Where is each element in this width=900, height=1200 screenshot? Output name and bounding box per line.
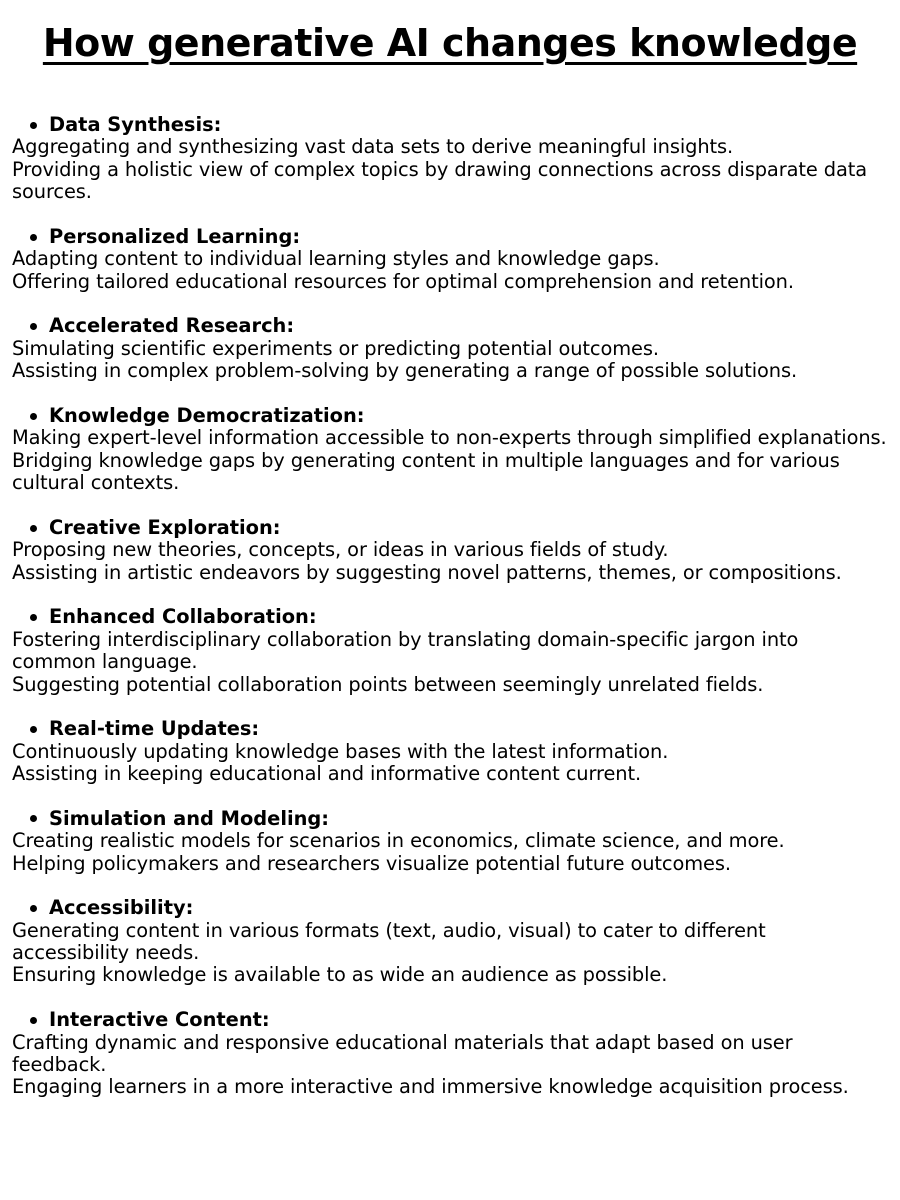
section-line: Crafting dynamic and responsive educational materials that adapt based on user feedback. <box>12 1030 793 1076</box>
section-heading-text: Knowledge Democratization: <box>49 403 365 427</box>
section-line: Simulating scientific experiments or predicting potential outcomes. <box>12 336 659 360</box>
section-knowledge-democratization <box>12 405 888 495</box>
bullet-icon <box>30 815 37 822</box>
section-list <box>12 114 888 1099</box>
section-heading-text: Creative Exploration: <box>49 515 281 539</box>
section-heading <box>12 606 888 628</box>
section-line: Fostering interdisciplinary collaboration by translating domain-specific jargon into common language. <box>12 627 799 674</box>
section-line: Ensuring knowledge is available to as wide an audience as possible. <box>12 963 668 987</box>
bullet-icon <box>30 614 37 621</box>
page-title: How generative AI changes knowledge <box>42 21 858 65</box>
section-line: Assisting in artistic endeavors by suggesting novel patterns, themes, or compositions. <box>12 560 842 584</box>
section-accessibility <box>12 897 888 987</box>
section-heading-text: Data Synthesis: <box>49 113 222 136</box>
bullet-icon <box>30 413 37 420</box>
section-heading <box>12 114 888 136</box>
section-line: Assisting in complex problem-solving by generating a range of possible solutions. <box>12 359 798 383</box>
section-heading-text: Accessibility: <box>49 896 194 920</box>
section-enhanced-collaboration <box>12 606 888 696</box>
section-heading <box>12 897 888 919</box>
bullet-icon <box>30 905 37 912</box>
section-line: Assisting in keeping educational and informative content current. <box>12 762 642 786</box>
bullet-icon <box>30 122 37 129</box>
section-line: Adapting content to individual learning styles and knowledge gaps. <box>12 247 660 271</box>
section-heading-text: Interactive Content: <box>49 1008 270 1032</box>
section-creative-exploration <box>12 517 888 584</box>
section-heading <box>12 517 888 539</box>
section-heading <box>12 405 888 427</box>
section-line: Offering tailored educational resources for optimal comprehension and retention. <box>12 269 794 293</box>
section-line: Continuously updating knowledge bases with the latest information. <box>12 739 669 763</box>
section-heading-text: Enhanced Collaboration: <box>49 605 317 629</box>
section-simulation-and-modeling <box>12 808 888 875</box>
section-heading <box>12 808 888 830</box>
section-heading <box>12 718 888 740</box>
section-data-synthesis <box>12 114 888 204</box>
section-line: Suggesting potential collaboration points between seemingly unrelated fields. <box>12 672 764 696</box>
section-line: Bridging knowledge gaps by generating content in multiple languages and for various cultural contexts. <box>12 448 840 495</box>
section-line: Making expert-level information accessible to non-experts through simplified explanations. <box>12 426 887 450</box>
section-line: Engaging learners in a more interactive and immersive knowledge acquisition process. <box>12 1075 849 1099</box>
section-line: Generating content in various formats (text, audio, visual) to cater to different accessibility needs. <box>12 918 766 965</box>
section-real-time-updates <box>12 718 888 785</box>
section-heading <box>12 1009 888 1031</box>
section-line: Creating realistic models for scenarios in economics, climate science, and more. <box>12 829 785 853</box>
section-heading <box>12 226 888 248</box>
section-line: Helping policymakers and researchers visualize potential future outcomes. <box>12 851 731 875</box>
section-heading-text: Personalized Learning: <box>49 224 301 248</box>
section-heading-text: Simulation and Modeling: <box>49 806 330 830</box>
bullet-icon <box>30 323 37 330</box>
bullet-icon <box>30 525 37 532</box>
section-accelerated-research <box>12 315 888 382</box>
bullet-icon <box>30 726 37 733</box>
section-heading <box>12 315 888 337</box>
section-line: Providing a holistic view of complex topics by drawing connections across disparate data sources. <box>12 157 868 204</box>
section-heading-text: Accelerated Research: <box>49 314 295 338</box>
section-line: Proposing new theories, concepts, or ideas in various fields of study. <box>12 538 669 562</box>
bullet-icon <box>30 234 37 241</box>
section-line: Aggregating and synthesizing vast data sets to derive meaningful insights. <box>12 135 734 159</box>
section-heading-text: Real-time Updates: <box>49 717 260 741</box>
section-personalized-learning <box>12 226 888 293</box>
bullet-icon <box>30 1017 37 1024</box>
section-interactive-content <box>12 1009 888 1099</box>
